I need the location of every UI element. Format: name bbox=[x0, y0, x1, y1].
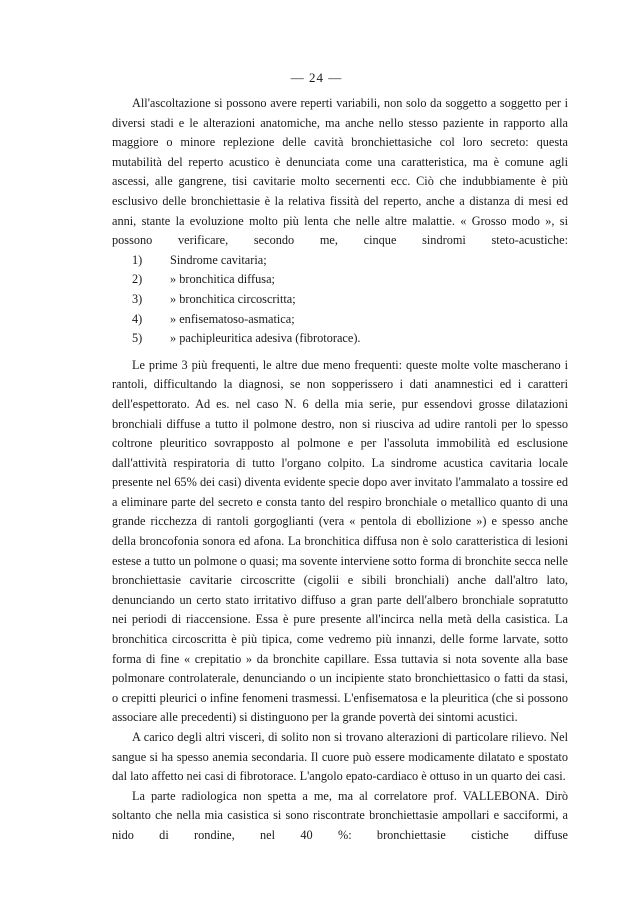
paragraph-other-organs: A carico degli altri visceri, di solito non si trovano alterazioni di particolare rilievo. Nel sangue si ha spesso anemia secondaria. Il cuore può essere modicamente dilatato e spostato dal lato affetto nei casi di fibrotorace. L'angolo epato-cardiaco è ottuso in un quarto dei casi. bbox=[112, 730, 568, 784]
paragraph-frequency: Le prime 3 più frequenti, le altre due meno frequenti: queste molte volte mascherano i rantoli, difficultando la diagnosi, se non sopperissero i dati anamnestici ed i caratteri dell'espettorato. Ad es. nel caso N. 6 della mia serie, pur essendovi grosse dilatazioni bronchiali diffuse a tutto il polmone destro, non si riusciva ad udire rantoli per lo spesso coltrone pleuritico sovrapposto al polmone e per l'assoluta immobilità ed esclusione dall'attività respiratoria di tutto l'organo colpito. La sindrome acustica cavitaria locale presente nel 65% dei casi) diventa evidente specie dopo aver invitato l'ammalato a tossire ed a eliminare parte del secreto e consta tanto del respiro bronchiale o metallico quanto di una grande ricchezza di rantoli gorgoglianti (vera « pentola di ebollizione ») e spesso anche della broncofonia sonora ed afona. La bronchitica diffusa non è solo caratteristica di lesioni estese a tutto un polmone o quasi; ma sovente interviene sotto forma di bronchite secca nelle bronchiettasie cavitarie circoscritte (cigolii e sibili bronchiali) anche dall'altro lato, denunciando un certo stato irritativo diffuso a gran parte dell'albero bronchiale sopratutto nei periodi di riaccensione. Essa è pure presente all'incirca nella metà della casistica. La bronchitica circoscritta è più tipica, come vedremo più innanzi, delle forme larvate, sotto forma di fine « crepitatio » da bronchite capillare. Essa tuttavia si nota sovente alla base polmonare controlaterale, denunciando o un incipiente stato bronchiettasico o fatti da stasi, o crepitti pleurici o infine fenomeni trasmessi. L'enfisematosa e la pleuritica (che si possono associare alle precedenti) si distinguono per la grande povertà dei sintomi acustici. bbox=[112, 357, 568, 725]
list-item: 4) » enfisematoso-asmatica; bbox=[132, 311, 295, 326]
page-number: — 24 — bbox=[290, 70, 343, 85]
paragraph-radiology: La parte radiologica non spetta a me, ma al correlatore prof. VALLEBONA. Dirò soltanto che nella mia casistica si sono riscontrate bronchiettasie ampollari e sacciformi, a nido di rondine, nel 40 %: bronchiettasie cistiche diffuse bbox=[112, 788, 568, 842]
list-item: 3) » bronchitica circoscritta; bbox=[132, 291, 296, 306]
list-item: 5) » pachipleuritica adesiva (fibrotorace). bbox=[132, 331, 361, 346]
syndrome-list bbox=[112, 251, 568, 349]
list-item: 1) Sindrome cavitaria; bbox=[132, 252, 267, 267]
paragraph-auscultation: All'ascoltazione si possono avere reperti variabili, non solo da soggetto a soggetto per i diversi stadi e le alterazioni anatomiche, ma anche nello stesso paziente in rapporto alla maggiore o minore replezione delle cavità bronchiettasiche col loro secreto: questa mutabilità del reperto acustico è denunciata come una caratteristica, ma è comune agli ascessi, alle gangrene, tisi cavitarie molto secernenti ecc. Ciò che indubbiamente è più esclusivo delle bronchiettasie è la relativa fissità del reperto, anche a distanza di mesi ed anni, stante la evoluzione molto più lenta che nelle altre malattie. « Grosso modo », si possono verificare, secondo me, cinque sindromi steto-acustiche: bbox=[112, 96, 568, 248]
list-item: 2) » bronchitica diffusa; bbox=[132, 272, 275, 287]
body-text bbox=[112, 94, 568, 846]
